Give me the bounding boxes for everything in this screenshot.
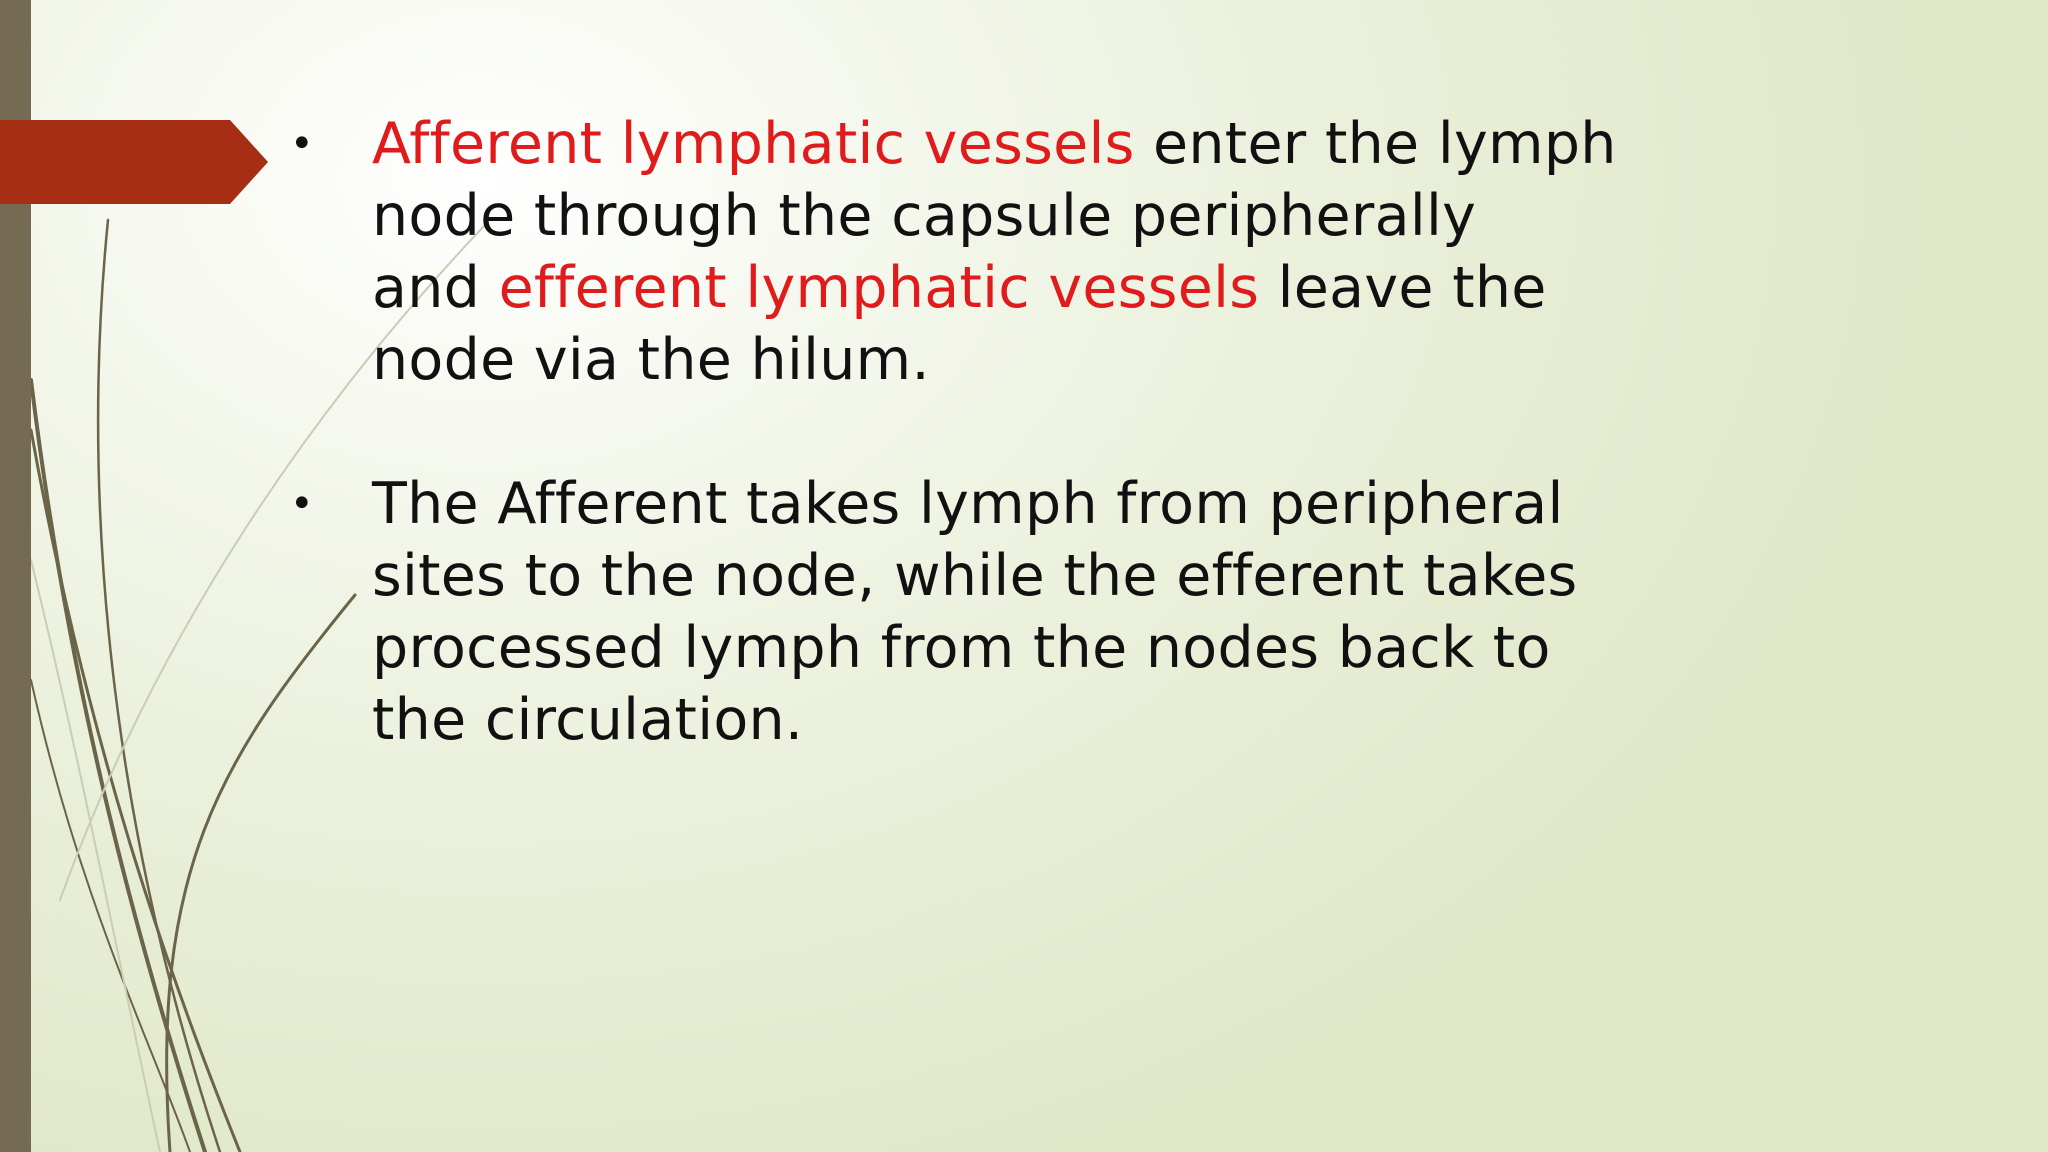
bullet-line bbox=[372, 252, 1650, 324]
bullet-line: sites to the node, while the efferent takes bbox=[372, 543, 1578, 609]
bullet-line: the circulation. bbox=[372, 687, 804, 753]
bullet-dot: • bbox=[290, 121, 314, 167]
highlight-text: efferent lymphatic vessels bbox=[498, 255, 1260, 321]
bullet-line: processed lymph from the nodes back to bbox=[372, 615, 1551, 681]
bullet-item-lymph-flow bbox=[290, 468, 1650, 756]
bullet-line bbox=[372, 108, 1650, 180]
body-text: and bbox=[372, 255, 499, 321]
bullet-line: node through the capsule peripherally bbox=[372, 183, 1477, 249]
bullet-line: node via the hilum. bbox=[372, 327, 930, 393]
body-text: leave the bbox=[1259, 255, 1547, 321]
bullet-dot: • bbox=[290, 481, 314, 527]
bullet-item-afferent-efferent bbox=[290, 108, 1650, 396]
highlight-text: Afferent lymphatic vessels bbox=[372, 111, 1135, 177]
bullet-list bbox=[290, 108, 1650, 756]
body-text: enter the lymph bbox=[1134, 111, 1617, 177]
bullet-line: The Afferent takes lymph from peripheral bbox=[372, 471, 1564, 537]
